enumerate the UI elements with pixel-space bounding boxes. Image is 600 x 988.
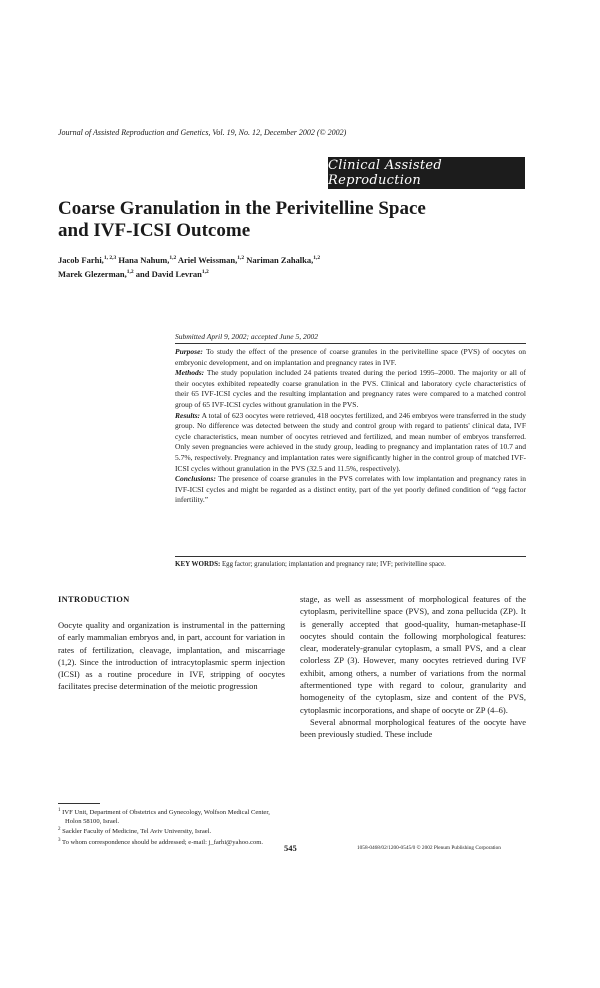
submission-dates: Submitted April 9, 2002; accepted June 5, 2002 bbox=[175, 332, 318, 341]
affiliation-mark: 1,2 bbox=[201, 268, 209, 275]
abstract-purpose bbox=[175, 347, 526, 368]
paragraph: Oocyte quality and organization is instrumental in the patterning of early mammalian embryos and, in part, account for variation in rates of fertilization, cleavage, implantation, and miscarriage (1,2). Since the introduction of intracytoplasmic sperm injection (ICSI) as a routine procedure in IVF, stripping of oocytes facilitates precise determination of the meiotic progression bbox=[58, 620, 285, 692]
abstract-bottom-rule bbox=[175, 556, 526, 557]
author-name: Nariman Zahalka, bbox=[246, 254, 314, 265]
author-line bbox=[58, 252, 498, 266]
abstract-text: A total of 623 oocytes were retrieved, 418 oocytes fertilized, and 246 embryos were transferred in the study group. No difference was detected between the study and control group with regard to patients' clinical data, IVF cycle characteristics, mean number of oocytes retrieved and fertilized, and mean number of embryos transferred. Only seven pregnancies were achieved in the study group, leading to pregnancy and implantation rates of 10.7 and 5.7%, respectively. Pregnancy and implantation rates were significantly higher in the control group of matched IVF-ICSI cycles without granulation in the PVS (32.5 and 11.5%, respectively). bbox=[175, 410, 526, 473]
footnote bbox=[58, 807, 285, 826]
copyright-line: 1058-0468/02/1200-0545/0 © 2002 Plenum Publishing Corporation bbox=[357, 845, 501, 851]
paragraph: stage, as well as assessment of morphological features of the cytoplasm, perivitelline space (PVS), and zona pellucida (ZP). It is generally accepted that good-quality, human-metaphase-II oocytes should contain the following morphological features: clear, moderately-granular cytoplasm, a small PVS, and a clear colorless ZP (3). However, many oocytes retrieved during IVF exhibit, among others, a number of variations from the normal aftermentioned type with regard to colour, granularity and homogeneity of the cytoplasm, size and content of the PVS, cytoplasmic incorporations, and shape of oocyte or ZP (4–6). bbox=[300, 594, 526, 715]
section-banner-label: Clinical Assisted Reproduction bbox=[328, 158, 443, 188]
abstract-label: Results: bbox=[175, 410, 201, 420]
section-heading: INTRODUCTION bbox=[58, 594, 130, 604]
paragraph: Several abnormal morphological features of the oocyte have been previously studied. These include bbox=[300, 716, 526, 740]
page-number: 545 bbox=[284, 843, 297, 853]
affiliation-mark: 1, 2,3 bbox=[103, 255, 117, 261]
abstract-conclusions bbox=[175, 474, 526, 506]
abstract-text: The study population included 24 patients treated during the period 1995–2000. The majority or all of their oocytes exhibited repeatedly coarse granulation in the PVS. Clinical and laboratory cycle characteristics of their 65 IVF-ICSI cycles and the resulting implantation and pregnancy rates were compared to a matched control group of 65 IVF-ICSI cycles without granulation in the PVS. bbox=[175, 368, 526, 409]
abstract-label: Purpose: bbox=[175, 347, 203, 356]
keywords-text: Egg factor; granulation; implantation and pregnancy rate; IVF; perivitelline space. bbox=[222, 561, 446, 568]
author-list bbox=[58, 252, 498, 280]
article-title bbox=[58, 198, 498, 242]
author-line bbox=[58, 266, 498, 280]
footnote-mark: 1 bbox=[58, 808, 61, 813]
author-name: Marek Glezerman, bbox=[58, 268, 127, 279]
footnote-mark: 2 bbox=[58, 827, 61, 833]
abstract-results bbox=[175, 411, 526, 475]
abstract-top-rule bbox=[175, 343, 526, 344]
abstract-methods bbox=[175, 368, 526, 410]
keywords bbox=[175, 560, 526, 568]
footnote-text: Sackler Faculty of Medicine, Tel Aviv University, Israel. bbox=[62, 828, 212, 836]
footnote-text: To whom correspondence should be addressed; e-mail: j_farhi@yahoo.com. bbox=[62, 839, 264, 847]
abstract bbox=[175, 347, 526, 506]
footnote-mark: 3 bbox=[58, 838, 61, 844]
footnote bbox=[58, 826, 285, 837]
body-right-column bbox=[300, 593, 526, 741]
author-name: Ariel Weissman, bbox=[177, 254, 238, 265]
author-name: Hana Nahum, bbox=[118, 254, 170, 265]
section-banner bbox=[328, 157, 525, 189]
abstract-text: To study the effect of the presence of coarse granules in the perivitelline space (PVS) of oocytes on embryonic development, and on implantation and pregnancy rates in IVF. bbox=[175, 347, 527, 367]
footnotes bbox=[58, 807, 285, 848]
affiliation-mark: 1,2 bbox=[237, 255, 245, 261]
title-line: Coarse Granulation in the Perivitelline Space bbox=[58, 198, 426, 219]
keywords-label: KEY WORDS: bbox=[175, 560, 221, 568]
abstract-label: Conclusions: bbox=[175, 474, 216, 484]
footnote-rule bbox=[58, 803, 100, 804]
author-name: and David Levran bbox=[135, 268, 202, 279]
title-line: and IVF-ICSI Outcome bbox=[58, 220, 251, 241]
author-name: Jacob Farhi, bbox=[58, 254, 104, 265]
journal-citation: Journal of Assisted Reproduction and Genetics, Vol. 19, No. 12, December 2002 (© 2002) bbox=[58, 128, 347, 137]
affiliation-mark: 1,2 bbox=[126, 268, 134, 275]
footnote-text: IVF Unit, Department of Obstetrics and Gynecology, Wolfson Medical Center, Holon 58100, Israel. bbox=[62, 809, 270, 825]
affiliation-mark: 1,2 bbox=[169, 255, 177, 261]
abstract-label: Methods: bbox=[175, 368, 205, 378]
affiliation-mark: 1,2 bbox=[313, 255, 321, 261]
footnote bbox=[58, 837, 285, 848]
abstract-text: The presence of coarse granules in the PVS correlates with low implantation and pregnancy rates in IVF-ICSI cycles and might be regarded as a distinct entity, part of the yet poorly defined condition of “egg factor infertility.” bbox=[175, 474, 526, 505]
body-left-column bbox=[58, 619, 285, 693]
